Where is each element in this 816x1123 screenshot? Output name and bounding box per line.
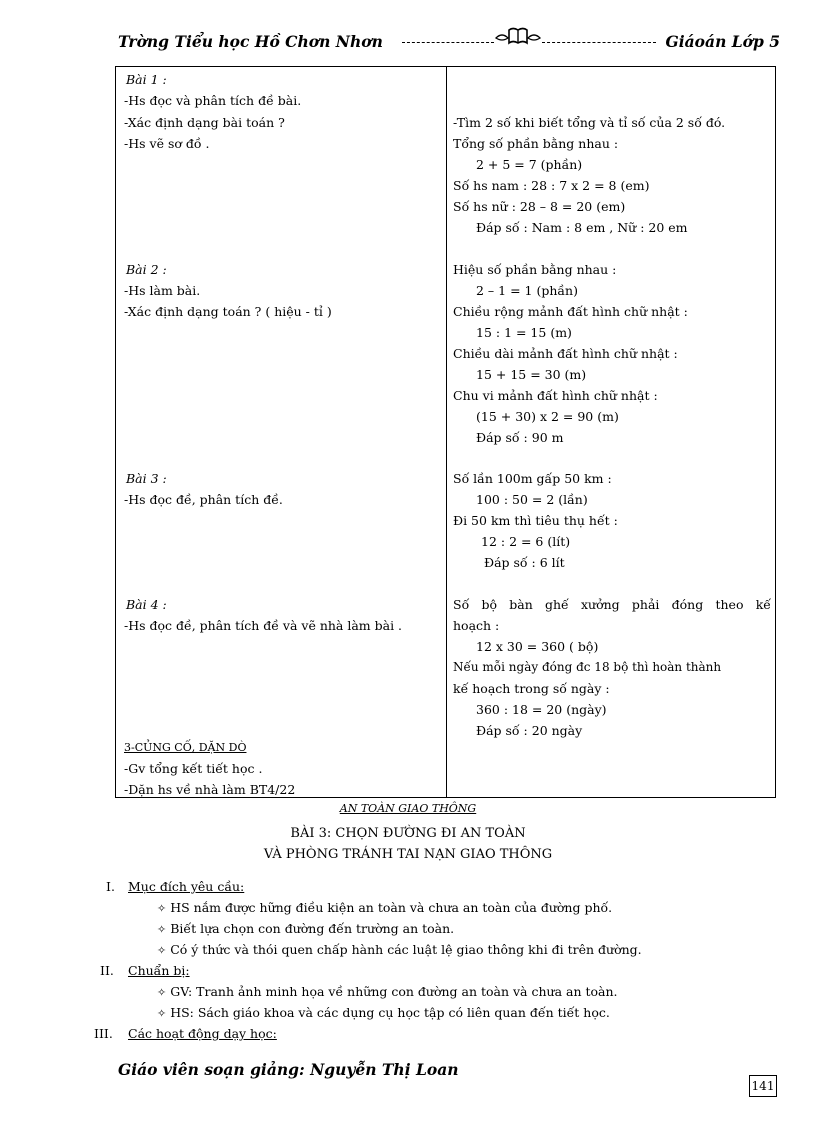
solution-2-line: Chiều rộng mảnh đất hình chữ nhật : xyxy=(453,304,688,319)
exercise-3-step: -Hs đọc đề, phân tích đề. xyxy=(124,492,283,507)
solution-2-answer: Đáp số : 90 m xyxy=(476,430,564,445)
diamond-bullet-icon: ✧ xyxy=(157,902,167,915)
solution-2-line: 2 – 1 = 1 (phần) xyxy=(476,283,578,298)
section-3-title: 3-CỦNG CỐ, DẶN DÒ xyxy=(124,741,247,754)
exercise-4-step: -Hs đọc đề, phân tích đề và vẽ nhà làm bài . xyxy=(124,618,403,633)
section-heading: Các hoạt động dạy học: xyxy=(128,1026,277,1041)
solution-3-line: 12 : 2 = 6 (lít) xyxy=(481,534,571,549)
lesson-subtitle: VÀ PHÒNG TRÁNH TAI NẠN GIAO THÔNG xyxy=(263,847,553,862)
grade-label: Giáoán Lớp 5 xyxy=(665,32,780,51)
solution-1-line: 2 + 5 = 7 (phần) xyxy=(476,157,583,172)
exercise-2-step: -Xác định dạng toán ? ( hiệu - tỉ ) xyxy=(124,304,332,319)
solution-2-line: 15 + 15 = 30 (m) xyxy=(476,367,587,382)
list-item: ✧ HS nắm được hững điều kiện an toàn và chưa an toàn của đường phố. xyxy=(157,900,613,915)
exercise-1-step: -Hs vẽ sơ đồ . xyxy=(124,136,210,151)
solution-1-line: Số hs nam : 28 : 7 x 2 = 8 (em) xyxy=(453,178,650,193)
list-item: ✧ Có ý thức và thói quen chấp hành các luật lệ giao thông khi đi trên đường. xyxy=(157,942,642,957)
solution-2-line: Hiệu số phần bằng nhau : xyxy=(453,262,617,277)
section-3-item: -Gv tổng kết tiết học . xyxy=(124,761,263,776)
solution-3-line: 100 : 50 = 2 (lần) xyxy=(476,492,588,507)
exercise-4-title: Bài 4 : xyxy=(126,597,167,612)
solution-2-line: Chiều dài mảnh đất hình chữ nhật : xyxy=(453,346,678,361)
list-item: ✧ GV: Tranh ảnh minh họa về những con đường an toàn và chưa an toàn. xyxy=(157,984,618,999)
solution-1-line: Số hs nữ : 28 – 8 = 20 (em) xyxy=(453,199,626,214)
header-rule-right xyxy=(542,42,656,43)
solution-3-line: Số lần 100m gấp 50 km : xyxy=(453,471,612,486)
solution-2-line: 15 : 1 = 15 (m) xyxy=(476,325,572,340)
solution-4-line: kế hoạch trong số ngày : xyxy=(453,681,610,696)
solution-4-answer: Đáp số : 20 ngày xyxy=(476,723,583,738)
exercise-table xyxy=(115,66,776,798)
section-number: II. xyxy=(100,963,114,978)
header-rule-left xyxy=(402,42,494,43)
solution-2-line: Chu vi mảnh đất hình chữ nhật : xyxy=(453,388,658,403)
exercise-1-step: -Hs đọc và phân tích đề bài. xyxy=(124,93,302,108)
solution-4-line: Nếu mỗi ngày đóng đc 18 bộ thì hoàn thành xyxy=(453,660,722,674)
diamond-bullet-icon: ✧ xyxy=(157,923,167,936)
solution-1-line: Tổng số phần bằng nhau : xyxy=(453,136,619,151)
solution-4-line: 360 : 18 = 20 (ngày) xyxy=(476,702,607,717)
exercise-1-step: -Xác định dạng bài toán ? xyxy=(124,115,285,130)
diamond-bullet-icon: ✧ xyxy=(157,1007,167,1020)
section-3-item: -Dặn hs về nhà làm BT4/22 xyxy=(124,782,296,797)
page-number: 141 xyxy=(749,1075,777,1097)
solution-3-line: Đi 50 km thì tiêu thụ hết : xyxy=(453,513,618,528)
page-header xyxy=(118,32,780,58)
solution-1-answer: Đáp số : Nam : 8 em , Nữ : 20 em xyxy=(476,220,688,235)
subject-label: AN TOÀN GIAO THÔNG xyxy=(339,802,477,815)
solution-1-line: -Tìm 2 số khi biết tổng và tỉ số của 2 số đó. xyxy=(453,115,726,130)
solution-3-answer: Đáp số : 6 lít xyxy=(484,555,565,570)
book-ornament-icon xyxy=(494,26,542,48)
list-item: ✧ HS: Sách giáo khoa và các dụng cụ học tập có liên quan đến tiết học. xyxy=(157,1005,610,1020)
exercise-1-title: Bài 1 : xyxy=(126,72,167,87)
solution-2-line: (15 + 30) x 2 = 90 (m) xyxy=(476,409,619,424)
exercise-2-step: -Hs làm bài. xyxy=(124,283,201,298)
solution-4-line: Số bộ bàn ghế xưởng phải đóng theo kế xyxy=(453,597,771,612)
exercise-3-title: Bài 3 : xyxy=(126,471,167,486)
exercise-2-title: Bài 2 : xyxy=(126,262,167,277)
diamond-bullet-icon: ✧ xyxy=(157,944,167,957)
section-number: III. xyxy=(94,1026,113,1041)
section-heading: Chuẩn bị: xyxy=(128,963,190,978)
teacher-signature: Giáo viên soạn giảng: Nguyễn Thị Loan xyxy=(118,1060,459,1079)
list-item: ✧ Biết lựa chọn con đường đến trường an toàn. xyxy=(157,921,455,936)
solution-4-line: 12 x 30 = 360 ( bộ) xyxy=(476,639,599,654)
column-divider xyxy=(446,67,447,797)
school-name: Trờng Tiểu học Hồ Chơn Nhơn xyxy=(118,32,383,51)
section-heading: Mục đích yêu cầu: xyxy=(128,879,245,894)
lesson-title: BÀI 3: CHỌN ĐƯỜNG ĐI AN TOÀN xyxy=(290,826,526,841)
solution-4-line: hoạch : xyxy=(453,618,500,633)
section-number: I. xyxy=(106,879,115,894)
diamond-bullet-icon: ✧ xyxy=(157,986,167,999)
